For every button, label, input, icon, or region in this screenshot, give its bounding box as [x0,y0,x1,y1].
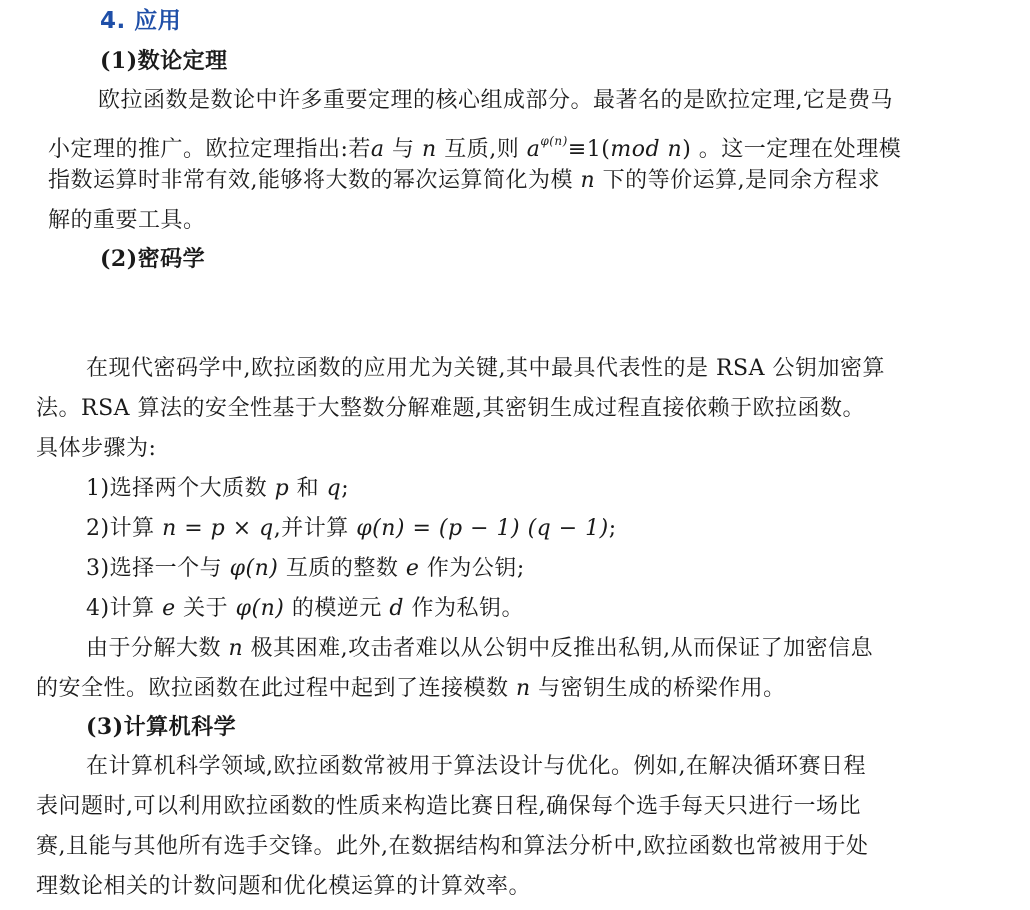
paragraph-line: 表问题时,可以利用欧拉函数的性质来构造比赛日程,确保每个选手每天只进行一场比 [36,794,861,819]
paragraph-line [48,126,901,165]
text-span: 小定理的推广。欧拉定理指出:若 [48,137,371,162]
math-formula: φ(n) [235,596,285,621]
formula-exponent: φ(n) [540,134,568,148]
math-formula: φ(n) = (p − 1) (q − 1) [356,516,609,541]
formula-close: ) [682,137,692,162]
math-var: a [370,137,385,162]
text-span: 和 [289,476,327,501]
math-var: p [274,476,290,501]
text-span: 由于分解大数 [86,636,229,661]
text-span: 极其困难,攻击者难以从公钥中反推出私钥,从而保证了加密信息 [243,636,874,661]
math-var: q [326,476,342,501]
math-formula: φ(n) [229,556,279,581]
math-var: n [580,168,596,193]
step-item [86,474,349,504]
text-span: 与 [384,137,423,162]
text-span: ; [341,476,350,501]
paragraph-line: 欧拉函数是数论中许多重要定理的核心组成部分。最著名的是欧拉定理,它是费马 [98,88,893,113]
subsection-title-computer-science: (3)计算机科学 [86,714,237,740]
subsection-title-number-theory: (1)数论定理 [100,48,228,74]
text-span: 的模逆元 [284,596,390,621]
text-span: 2)计算 [86,516,163,541]
math-var: n [422,137,437,162]
text-span: 1)选择两个大质数 [86,476,275,501]
text-span: 互质的整数 [278,556,406,581]
paragraph-line: 具体步骤为: [36,436,157,461]
text-span: 作为公钥; [419,556,525,581]
text-span: 与密钥生成的桥梁作用。 [530,676,786,701]
formula-base: a [526,137,541,162]
step-item [86,514,617,544]
math-var: n [516,676,531,701]
math-formula: n = p × q [162,516,274,541]
step-item [86,554,525,584]
paragraph-line [86,634,873,664]
paragraph-line: 赛,且能与其他所有选手交锋。此外,在数据结构和算法分析中,欧拉函数也常被用于处 [36,834,869,859]
text-span: 3)选择一个与 [86,556,230,581]
text-span: 4)计算 [86,596,163,621]
formula-mod: mod n [610,137,683,162]
paragraph-line [36,674,786,704]
euler-theorem-formula [526,134,692,162]
paragraph-line: 在现代密码学中,欧拉函数的应用尤为关键,其中最具代表性的是 RSA 公钥加密算 [86,356,885,381]
text-span: 关于 [175,596,236,621]
paragraph-line: 解的重要工具。 [48,208,206,233]
paragraph-line: 理数论相关的计数问题和优化模运算的计算效率。 [36,874,532,899]
text-span: 的安全性。欧拉函数在此过程中起到了连接模数 [36,676,516,701]
subsection-title-cryptography: (2)密码学 [100,246,206,272]
step-item [86,594,524,624]
section-title: 4. 应用 [100,8,182,34]
text-span: 下的等价运算,是同余方程求 [595,168,881,193]
math-var: e [405,556,420,581]
formula-congruence: ≡1( [567,137,611,162]
math-var: d [389,596,404,621]
text-span: ,并计算 [273,516,357,541]
text-span: 。这一定理在处理模 [691,137,902,162]
paragraph-line [48,166,880,196]
text-span: 作为私钥。 [403,596,524,621]
math-var: e [162,596,176,621]
text-span: ; [608,516,617,541]
paragraph-line: 在计算机科学领域,欧拉函数常被用于算法设计与优化。例如,在解决循环赛日程 [86,754,866,779]
math-var: n [228,636,244,661]
text-span: 指数运算时非常有效,能够将大数的幂次运算简化为模 [48,168,581,193]
text-span: 互质,则 [436,137,527,162]
paragraph-line: 法。RSA 算法的安全性基于大整数分解难题,其密钥生成过程直接依赖于欧拉函数。 [36,396,866,421]
